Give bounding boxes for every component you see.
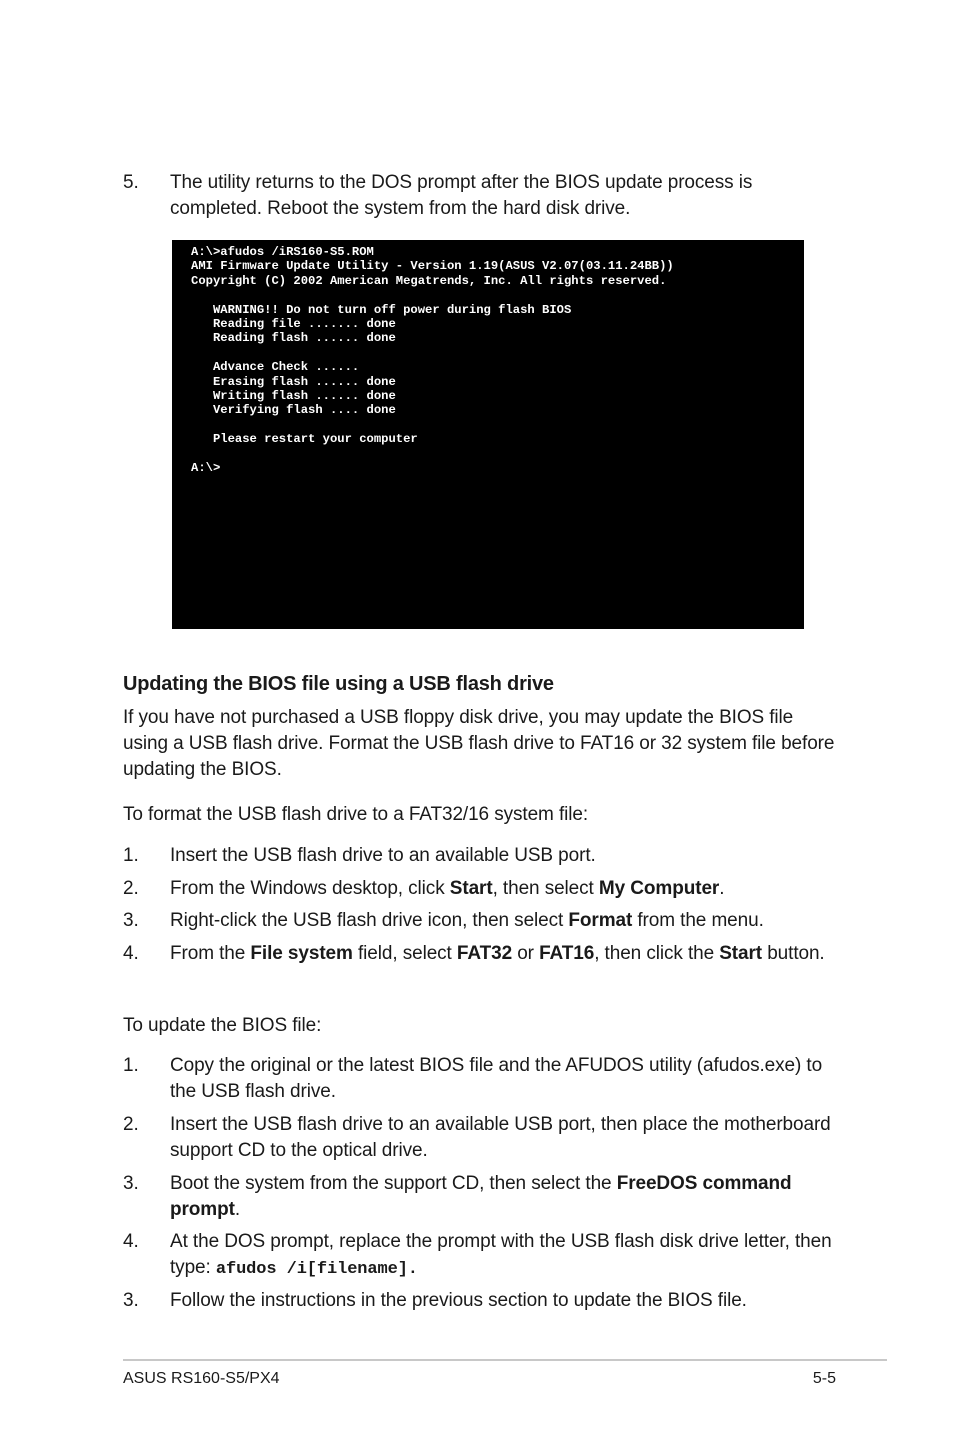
step-text: Insert the USB flash drive to an available USB port. — [170, 845, 596, 866]
step-number: 3. — [123, 1290, 139, 1311]
step-text: Follow the instructions in the previous section to update the BIOS file. — [170, 1290, 747, 1311]
step-number: 2. — [123, 1114, 139, 1135]
step-number: 3. — [123, 910, 139, 931]
update-step-2 — [123, 1112, 843, 1164]
dos-output: A:\>afudos /iRS160-S5.ROM AMI Firmware Update Utility - Version 1.19(ASUS V2.07(03.11.24BB)) Copyright (C) 2002 American Megatrends, Inc. All rights reserved. WARNING!! Do not turn off power during flash BIOS Reading file ....... done Reading flash ...... done Advance Check ...... Erasing flash ...... done Writing flash ...... done Verifying flash .... done Please restart your computer A:\> — [191, 245, 674, 476]
update-step-1 — [123, 1053, 843, 1105]
step-text: Insert the USB flash drive to an available USB port, then place the motherboard support CD to the optical drive. — [170, 1114, 831, 1161]
step-5 — [123, 170, 843, 222]
dos-screenshot — [172, 240, 804, 629]
format-step-2 — [123, 876, 843, 902]
update-step-5 — [123, 1288, 843, 1314]
step-number: 2. — [123, 878, 139, 899]
footer-divider — [123, 1359, 887, 1361]
step-text: From the Windows desktop, click Start, then select My Computer. — [170, 878, 725, 899]
section-heading: Updating the BIOS file using a USB flash drive — [123, 673, 554, 695]
step-text: Right-click the USB flash drive icon, then select Format from the menu. — [170, 910, 764, 931]
step-text: At the DOS prompt, replace the prompt with the USB flash disk drive letter, then type: afudos /i[filename]. — [170, 1231, 832, 1279]
step-number: 1. — [123, 845, 139, 866]
step-number: 4. — [123, 943, 139, 964]
step-number: 5. — [123, 172, 139, 193]
update-step-3 — [123, 1171, 843, 1223]
format-step-1 — [123, 843, 843, 869]
update-lead: To update the BIOS file: — [123, 1015, 322, 1036]
footer-product: ASUS RS160-S5/PX4 — [123, 1370, 280, 1387]
footer-page-number: 5-5 — [812, 1370, 836, 1387]
format-step-3 — [123, 908, 843, 934]
step-text: The utility returns to the DOS prompt after the BIOS update process is completed. Reboot the system from the hard disk drive. — [170, 172, 753, 219]
intro-paragraph: If you have not purchased a USB floppy disk drive, you may update the BIOS file using a USB flash drive. Format the USB flash drive to FAT16 or 32 system file before updating the BIOS. — [123, 707, 835, 780]
step-text: Copy the original or the latest BIOS file and the AFUDOS utility (afudos.exe) to the USB flash drive. — [170, 1055, 823, 1102]
step-text: From the File system field, select FAT32 or FAT16, then click the Start button. — [170, 943, 825, 964]
step-number: 3. — [123, 1173, 139, 1194]
command-code: afudos /i[filename]. — [215, 1260, 418, 1279]
step-number: 1. — [123, 1055, 139, 1076]
format-step-4 — [123, 941, 843, 967]
step-number: 4. — [123, 1231, 139, 1252]
format-lead: To format the USB flash drive to a FAT32/16 system file: — [123, 804, 589, 825]
step-text: Boot the system from the support CD, then select the FreeDOS command prompt. — [170, 1173, 792, 1220]
update-step-4 — [123, 1229, 843, 1283]
